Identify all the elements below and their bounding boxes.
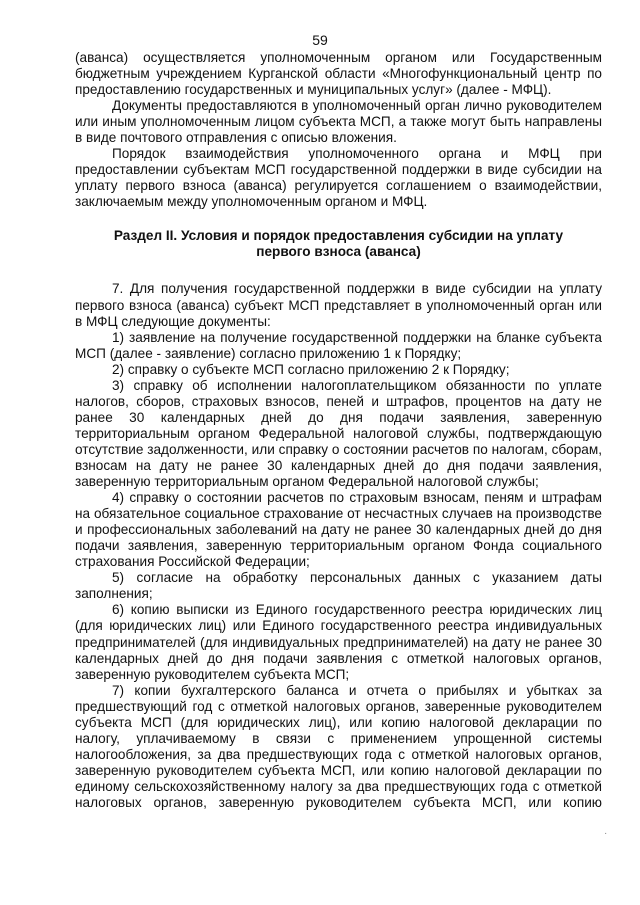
list-item: 4) справку о состоянии расчетов по страховым взносам, пеням и штрафам на обязательное социальное страхование от несчастных случаев на производстве и профессиональных заболеваний на дату не ранее 30 календарных дней до дня подачи заявления, заверенную территориальным органом Фонда социального страхования Российской Федерации;: [75, 490, 602, 570]
section-title: Раздел II. Условия и порядок предоставления субсидии на уплату первого взноса (аванса): [113, 228, 564, 260]
paragraph: Документы предоставляются в уполномоченный орган лично руководителем или иным уполномоченным лицом субъекта МСП, а также могут быть направлены в виде почтового отправления с описью вложения.: [75, 98, 602, 146]
list-item: 5) согласие на обработку персональных данных с указанием даты заполнения;: [75, 570, 602, 602]
list-item: 1) заявление на получение государственной поддержки на бланке субъекта МСП (далее - заявление) согласно приложению 1 к Порядку;: [75, 329, 602, 361]
page-number: 59: [312, 32, 328, 48]
paragraph: Порядок взаимодействия уполномоченного органа и МФЦ при предоставлении субъектам МСП государственной поддержки в виде субсидии на уплату первого взноса (аванса) регулируется соглашением о взаимодействии, заключаемым между уполномоченным органом и МФЦ.: [75, 146, 602, 210]
list-item: 3) справку об исполнении налогоплательщиком обязанности по уплате налогов, сборов, страховых взносов, пеней и штрафов, процентов на дату не ранее 30 календарных дней до дня подачи заявления, заверенную территориальным органом Федеральной налоговой службы, подтверждающую отсутствие задолженности, или справку о состоянии расчетов по налогам, сборам, взносам на дату не ранее 30 календарных дней до дня подачи заявления, заверенную территориальным органом Федеральной налоговой службы;: [75, 377, 602, 490]
list-item: 7) копии бухгалтерского баланса и отчета о прибылях и убытках за предшествующий год с отметкой налоговых органов, заверенные руководителем субъекта МСП (для юридических лиц), или копию налоговой декларации по налогу, уплачиваемому в связи с применением упрощенной системы налогообложения, за два предшествующих года с отметкой налоговых органов, заверенную руководителем субъекта МСП, или копию налоговой декларации по единому сельскохозяйственному налогу за два предшествующих года с отметкой налоговых органов, заверенную руководителем субъекта МСП, или копию: [75, 682, 602, 810]
list-item: 2) справку о субъекте МСП согласно приложению 2 к Порядку;: [112, 361, 510, 377]
list-item: 6) копию выписки из Единого государственного реестра юридических лиц (для юридических лиц) или Единого государственного реестра индивидуальных предпринимателей (для индивидуальных предпринимателей) на дату не ранее 30 календарных дней до дня подачи заявления с отметкой налоговых органов, заверенную руководителем субъекта МСП;: [75, 602, 602, 682]
paragraph: (аванса) осуществляется уполномоченным органом или Государственным бюджетным учреждением Курганской области «Многофункциональный центр по предоставлению государственных и муниципальных услуг» (далее - МФЦ).: [75, 50, 602, 98]
margin-mark: ·: [604, 828, 608, 839]
document-body: [75, 50, 602, 811]
list-item: 7. Для получения государственной поддержки в виде субсидии на уплату первого взноса (аванса) субъект МСП представляет в уполномоченный орган или в МФЦ следующие документы:: [75, 281, 602, 329]
